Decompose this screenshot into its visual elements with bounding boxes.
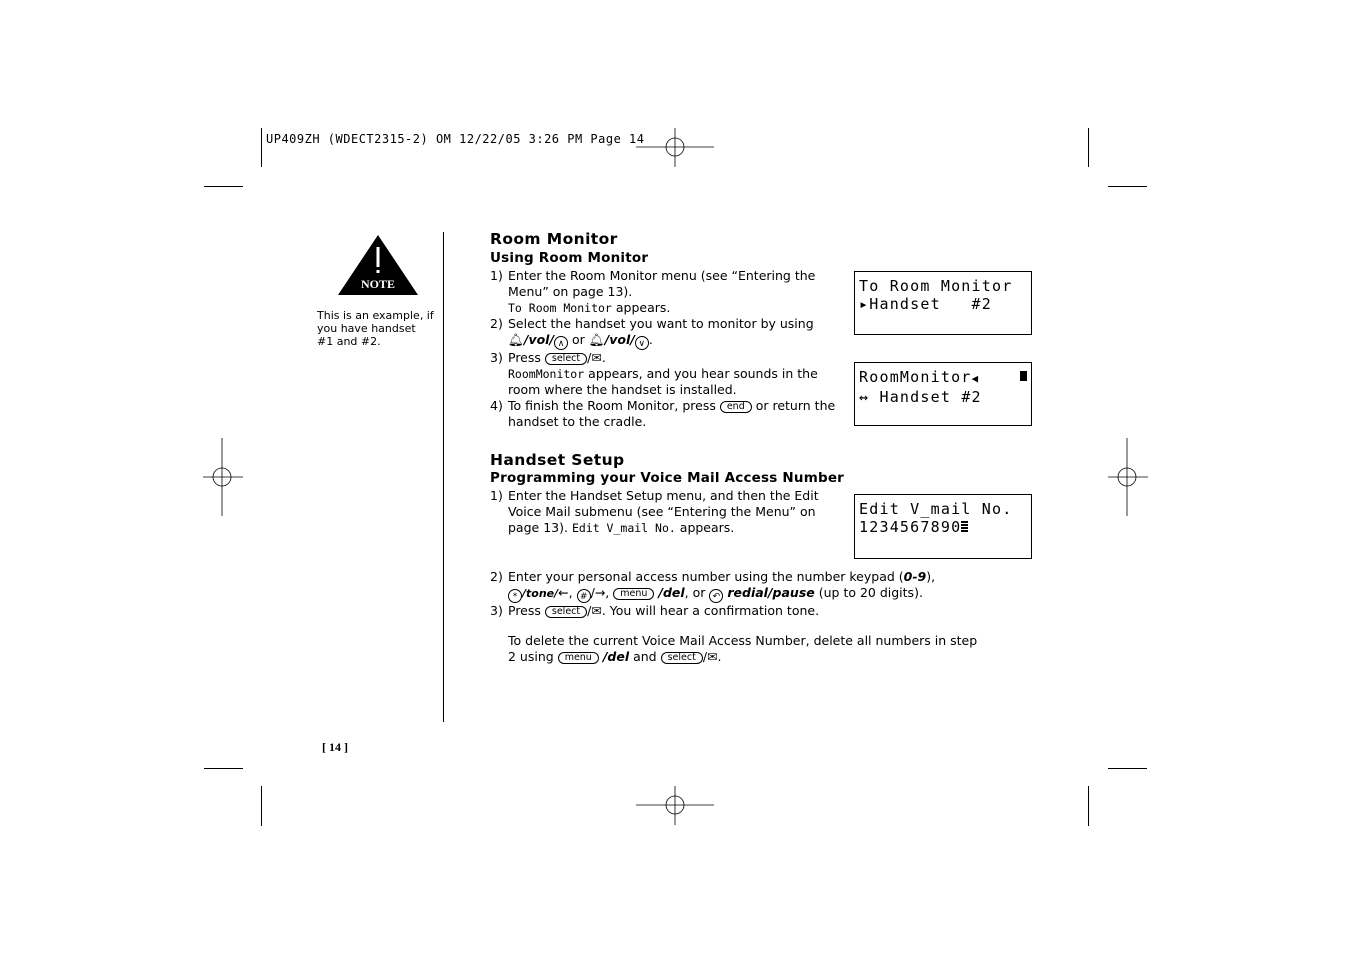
step-1: 1) Enter the Room Monitor menu (see “Entering the Menu” on page 13). To Room Monitor appears. (490, 268, 816, 315)
star-key-icon: * (508, 589, 522, 603)
pointer-icon: ▸ (859, 295, 870, 313)
envelope-icon: ✉︎ (591, 350, 602, 365)
menu-key-icon: menu (558, 652, 599, 664)
page-number: [ 14 ] (322, 740, 348, 754)
lcd-text-inline: To Room Monitor (508, 301, 612, 315)
step-4: 4) To finish the Room Monitor, press end or return the handset to the cradle. (490, 398, 836, 429)
step-3: 3) Press select /✉︎. You will hear a confirmation tone. (490, 603, 820, 618)
delete-instructions: To delete the current Voice Mail Access Number, delete all numbers in step 2 using menu /del and select /✉︎. (508, 633, 978, 664)
redial-key-icon: ↶ (709, 589, 723, 603)
handset-setup-step-1: 1) Enter the Handset Setup menu, and then the Edit Voice Mail submenu (see “Entering the Menu” on page 13). Edit V_mail No. appears. (490, 488, 819, 535)
select-key-icon: select (661, 652, 703, 664)
registration-mark-top (636, 128, 716, 168)
section-title-handset-setup: Handset Setup (490, 451, 625, 469)
subtitle-programming-voice-mail: Programming your Voice Mail Access Number (490, 470, 845, 486)
right-arrow-icon: → (594, 585, 606, 600)
battery-icon (1020, 371, 1027, 381)
lcd-text-inline: Edit V_mail No. (571, 521, 676, 535)
end-key-icon: end (720, 401, 752, 413)
note-warning-icon (336, 233, 420, 297)
cursor-icon (961, 521, 968, 533)
header-slug: UP409ZH (WDECT2315-2) OM 12/22/05 3:26 PM Page 14 (266, 132, 645, 146)
bell-icon: 🔔︎ (508, 332, 524, 347)
envelope-icon: ✉︎ (591, 603, 602, 618)
registration-mark-left (203, 438, 243, 516)
registration-mark-right (1108, 438, 1148, 516)
room-monitor-steps (490, 268, 842, 430)
pound-key-icon: # (577, 589, 591, 603)
lcd-text-inline: RoomMonitor (508, 367, 585, 381)
lcd-screen-3: Edit V_mail No. 1234567890 (854, 494, 1032, 559)
subtitle-using-room-monitor: Using Room Monitor (490, 250, 649, 266)
registration-mark-bottom (636, 786, 716, 826)
speaker-icon: ◀ (971, 372, 980, 385)
column-divider (443, 232, 444, 722)
step-3: 3) Press select /✉︎. RoomMonitor appears, and you hear sounds in the room where the handset is installed. (490, 350, 818, 397)
step-2: 2) Select the handset you want to monitor by using 🔔︎/vol/ ∧ or 🔔︎/vol/ ∨ . (490, 316, 814, 349)
menu-key-icon: menu (613, 588, 654, 600)
lcd-screen-1: To Room Monitor ▸Handset #2 (854, 271, 1032, 335)
select-key-icon: select (545, 606, 587, 618)
up-arrow-icon: ∧ (554, 336, 568, 350)
lcd-screen-2: RoomMonitor◀ ↔ Handset #2 (854, 362, 1032, 426)
envelope-icon: ✉︎ (707, 649, 718, 664)
down-arrow-icon: ∨ (635, 336, 649, 350)
note-label: NOTE (360, 277, 396, 291)
select-key-icon: select (545, 353, 587, 365)
section-title-room-monitor: Room Monitor (490, 230, 618, 248)
left-arrow-icon: ← (558, 585, 569, 600)
bell-icon: 🔔︎ (588, 332, 605, 347)
step-2: 2) Enter your personal access number using the number keypad (0-9), * /tone/←, # /→, menu /del, or ↶ redial/pause (up to 20 digits). (490, 569, 936, 602)
left-right-arrow-icon: ↔ (859, 388, 870, 406)
note-caption: This is an example, if you have handset #1 and #2. (317, 309, 434, 348)
handset-setup-steps-2-3 (490, 569, 1010, 619)
